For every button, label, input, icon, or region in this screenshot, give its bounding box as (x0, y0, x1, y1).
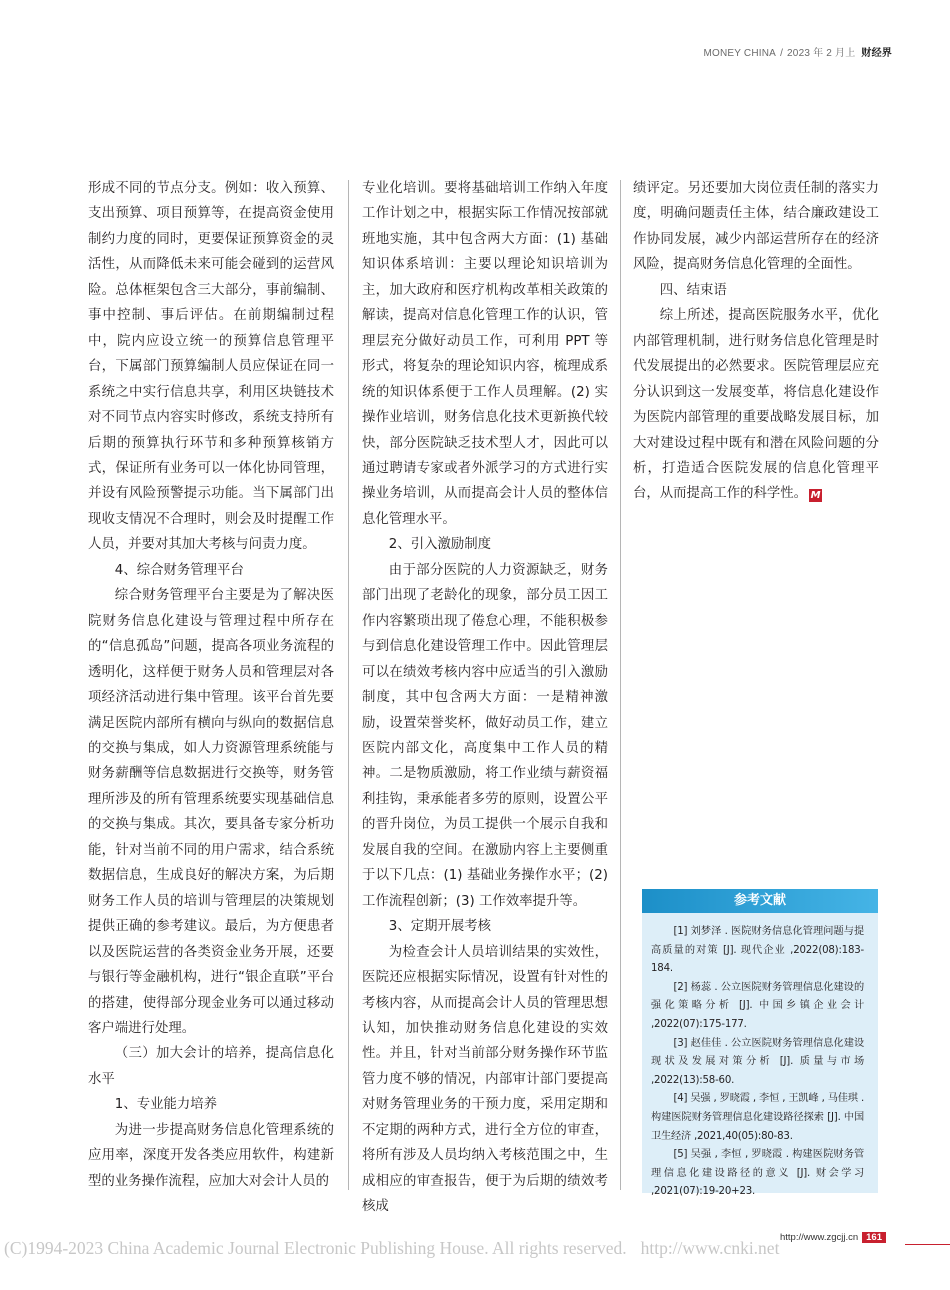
paragraph: 由于部分医院的人力资源缺乏，财务部门出现了老龄化的现象，部分员工因工作内容繁琐出现了倦怠心理，不能积极参与到信息化建设管理工作中。因此管理层可以在绩效考核内容中应适当的引入激励制度，其中包含两大方面：一是精神激励，设置荣誉奖杯，做好动员工作，建立医院内部文化，高度集中工作人员的精神。二是物质激励，将工作业绩与薪资福利挂钩，秉承能者多劳的原则，设置公平的晋升岗位，为员工提供一个展示自我和发展自我的空间。在激励内容上主要侧重于以下几点：(1) 基础业务操作水平；(2) 工作流程创新；(3) 工作效率提升等。 (362, 562, 608, 909)
paragraph: 综合财务管理平台主要是为了解决医院财务信息化建设与管理过程中所存在的“信息孤岛”问题，提高各项业务流程的透明化，这样便于财务人员和管理层对各项经济活动进行集中管理。该平台首先要满足医院内部所有横向与纵向的数据信息的交换与集成，如人力资源管理系统能与财务薪酬等信息数据进行交换等，财务管理所涉及的所有管理系统要实现基础信息的交换与集成。其次，要具备专家分析功能，针对当前不同的用户需求，结合系统数据信息，生成良好的解决方案，为后期财务工作人员的培训与管理层的决策规划提供正确的参考建议。最后，为方便患者以及医院运营的各类资金业务开展，还要与银行等金融机构，进行“银企直联”平台的搭建，使得部分现金业务可以通过移动客户端进行处理。 (88, 588, 334, 1036)
reference-item: [1] 刘梦泽 . 医院财务信息化管理问题与提高质量的对策 [J]. 现代企业 ,2022(08):183-184. (651, 926, 864, 975)
page-footer (780, 1232, 886, 1243)
reference-item: [5] 吴强 , 李恒 , 罗晓霞 . 构建医院财务管理信息化建设路径的意义 [J]. 财会学习 ,2021(07):19-20+23. (651, 1149, 864, 1198)
header-separator: / (780, 48, 784, 59)
conclusion-text: 综上所述，提高医院服务水平，优化内部管理机制，进行财务信息化管理是时代发展提出的必然要求。医院管理层应充分认识到这一发展变革，将信息化建设作为医院内部管理的重要战略发展目标，加大对建设过程中既有和潜在风险问题的分析，打造适合医院发展的信息化管理平台，从而提高工作的科学性。 (633, 308, 879, 502)
footer-rule (905, 1244, 950, 1245)
page-number: 161 (862, 1232, 886, 1243)
paragraph: 专业化培训。要将基础培训工作纳入年度工作计划之中，根据实际工作情况按部就班地实施，其中包含两大方面：(1) 基础知识体系培训：主要以理论知识培训为主，加大政府和医疗机构改革相关政策的解读，提高对信息化管理工作的认识，管理层充分做好动员工作，可利用 PPT 等形式，将复杂的理论知识内容，梳理成系统的知识体系便于工作人员理解。(2) 实操作业培训，财务信息化技术更新换代较快，部分医院缺乏技术型人才，因此可以通过聘请专家或者外派学习的方式进行实操业务培训，从而提高会计人员的整体信息化管理水平。 (362, 181, 608, 527)
paragraph: 为进一步提高财务信息化管理系统的应用率，深度开发各类应用软件，构建新型的业务操作流程，应加大对会计人员的 (88, 1122, 334, 1189)
subheading: 4、综合财务管理平台 (114, 562, 244, 578)
references-box (642, 889, 878, 1198)
text-column-1 (88, 176, 334, 1194)
watermark-text: (C)1994-2023 China Academic Journal Electronic Publishing House. All rights reserved. (4, 1238, 627, 1258)
text-column-2 (362, 176, 608, 1220)
text-column-3 (633, 176, 879, 507)
column-divider (348, 180, 349, 1190)
reference-item: [3] 赵佳佳 . 公立医院财务管理信息化建设现状及发展对策分析 [J]. 质量与市场 ,2022(13):58-60. (651, 1037, 864, 1086)
publication-name: MONEY CHINA (703, 48, 777, 59)
reference-item: [4] 吴强 , 罗晓霞 , 李恒 , 王凯峰 , 马佳琪 . 构建医院财务管理信息化建设路径探索 [J]. 中国卫生经济 ,2021,40(05):80-83. (651, 1093, 864, 1142)
paragraph: 绩评定。另还要加大岗位责任制的落实力度，明确问题责任主体，结合廉政建设工作协同发展，减少内部运营所存在的经济风险，提高财务信息化管理的全面性。 (633, 181, 879, 273)
footer-site-link[interactable]: http://www.zgcjj.cn (780, 1232, 859, 1243)
section-name: 财经界 (861, 48, 892, 59)
column-divider (620, 180, 621, 1190)
references-list (642, 913, 878, 1202)
paragraph (633, 303, 879, 507)
paragraph: 为检查会计人员培训结果的实效性，医院还应根据实际情况，设置有针对性的考核内容，从而提高会计人员的管理思想认知，加快推动财务信息化建设的实效性。并且，针对当前部分财务操作环节监管力度不够的情况，内部审计部门要提高对财务管理业务的干预力度，采用定期和不定期的两种方式，进行全方位的审查，将所有涉及人员均纳入考核范围之中，生成相应的审查报告，便于为后期的绩效考核成 (362, 944, 608, 1215)
subheading: 2、引入激励制度 (388, 537, 492, 553)
end-mark-icon: M (810, 490, 821, 502)
issue-date: 2023 年 2 月上 (787, 48, 856, 59)
references-title: 参考文献 (642, 889, 878, 913)
subheading: 3、定期开展考核 (388, 919, 492, 935)
running-header (703, 44, 892, 59)
section-heading: （三）加大会计的培养，提高信息化水平 (88, 1046, 334, 1087)
paragraph: 形成不同的节点分支。例如：收入预算、支出预算、项目预算等，在提高资金使用制约力度的同时，更要保证预算资金的灵活性，从而降低未来可能会碰到的运营风险。总体框架包含三大部分，事前编制、事中控制、事后评估。在前期编制过程中，院内应设立统一的预算信息管理平台，下属部门预算编制人员应保证在同一系统之中实行信息共享，利用区块链技术对不同节点内容实时修改，系统支持所有后期的预算执行环节和多种预算核销方式，保证所有业务可以一体化协同管理，并设有风险预警提示功能。当下属部门出现收支情况不合理时，则会及时提醒工作人员，并要对其加大考核与问责力度。 (88, 181, 334, 553)
watermark-link[interactable]: http://www.cnki.net (640, 1238, 780, 1258)
subheading: 1、专业能力培养 (114, 1097, 218, 1113)
reference-item: [2] 杨蕊 . 公立医院财务管理信息化建设的强化策略分析 [J]. 中国乡镇企业会计 ,2022(07):175-177. (651, 981, 864, 1030)
section-heading: 四、结束语 (659, 282, 727, 298)
